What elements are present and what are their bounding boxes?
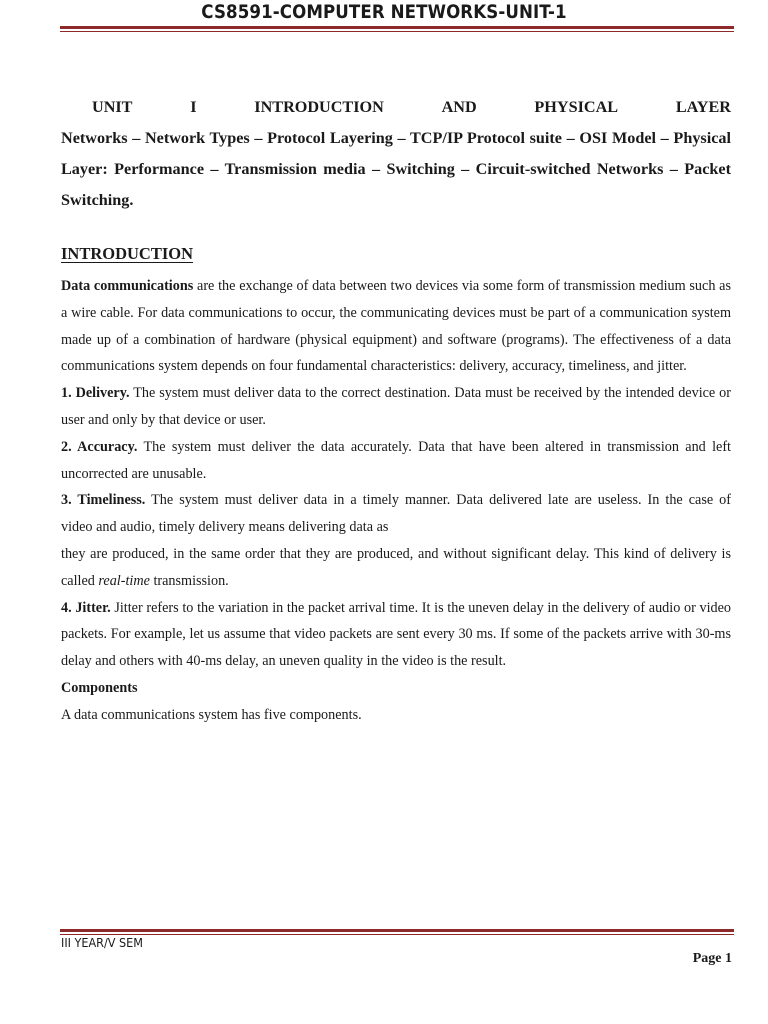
delivery-paragraph	[61, 380, 731, 434]
timeliness-continued-paragraph	[61, 541, 731, 595]
paragraph-text: they are produced, in the same order that they are produced, and without significant delay. This kind of delivery is called	[61, 545, 731, 589]
unit-topics: Networks – Network Types – Protocol Layering – TCP/IP Protocol suite – OSI Model – Physical Layer: Performance – Transmission media – Switching – Circuit-switched Networks – Packet Switching.	[61, 129, 731, 210]
page-number: Page 1	[692, 951, 732, 966]
data-communications-paragraph	[61, 273, 731, 380]
unit-overview	[61, 92, 731, 216]
unit-title-word: PHYSICAL	[534, 98, 619, 116]
list-label: 3. Timeliness.	[61, 492, 146, 509]
list-label: 1. Delivery.	[61, 385, 130, 402]
paragraph-text: are the exchange of data between two devices via some form of transmission medium such as a wire cable. For data communications to occur, the communicating devices must be part of a communication system made up of a combination of hardware (physical equipment) and software (programs). The effectiveness of a data communications system depends on four fundamental characteristics: delivery, accuracy, timeliness, and jitter.	[61, 278, 731, 375]
header-rule-thin	[60, 31, 734, 32]
paragraph-text: The system must deliver the data accurately. Data that have been altered in transmission and left uncorrected are unusable.	[61, 438, 731, 482]
timeliness-continued-line: video and audio, timely delivery means delivering data as	[61, 519, 389, 536]
unit-title-word: INTRODUCTION	[254, 98, 384, 116]
components-heading	[61, 675, 731, 702]
document-body	[61, 273, 731, 729]
paragraph-text: The system must deliver data in a timely manner. Data delivered late are useless. In the case of	[145, 492, 731, 509]
footer-rule-thin	[60, 934, 734, 935]
introduction-heading: INTRODUCTION	[61, 244, 194, 263]
footer-year-sem: III YEAR/V SEM	[61, 935, 143, 950]
term-bold: Data communications	[61, 278, 194, 294]
unit-title-word: LAYER	[675, 98, 731, 116]
italic-term: real-time	[98, 572, 150, 589]
header-rule-thick	[60, 26, 734, 29]
subheading-text: Components	[61, 679, 138, 696]
accuracy-paragraph	[61, 434, 731, 488]
components-paragraph: A data communications system has five components.	[61, 706, 362, 723]
jitter-paragraph	[61, 595, 731, 675]
page-header-title: CS8591-COMPUTER NETWORKS-UNIT-1	[201, 2, 567, 23]
unit-title	[61, 92, 731, 123]
unit-title-word: AND	[441, 98, 477, 116]
paragraph-text: The system must deliver data to the correct destination. Data must be received by the intended device or user and only by that device or user.	[61, 385, 731, 428]
paragraph-text: Jitter refers to the variation in the packet arrival time. It is the uneven delay in the delivery of audio or video packets. For example, let us assume that video packets are sent every 30 ms. If some of the packets arrive with 30-ms delay and others with 40-ms delay, an uneven quality in the video is the result.	[61, 599, 731, 670]
list-label: 2. Accuracy.	[61, 438, 138, 455]
paragraph-text: transmission.	[149, 572, 229, 589]
unit-title-word: I	[190, 98, 197, 116]
timeliness-paragraph	[61, 487, 731, 514]
unit-title-word: UNIT	[92, 98, 133, 116]
footer-rule-thick	[60, 929, 734, 932]
list-label: 4. Jitter.	[61, 599, 111, 616]
